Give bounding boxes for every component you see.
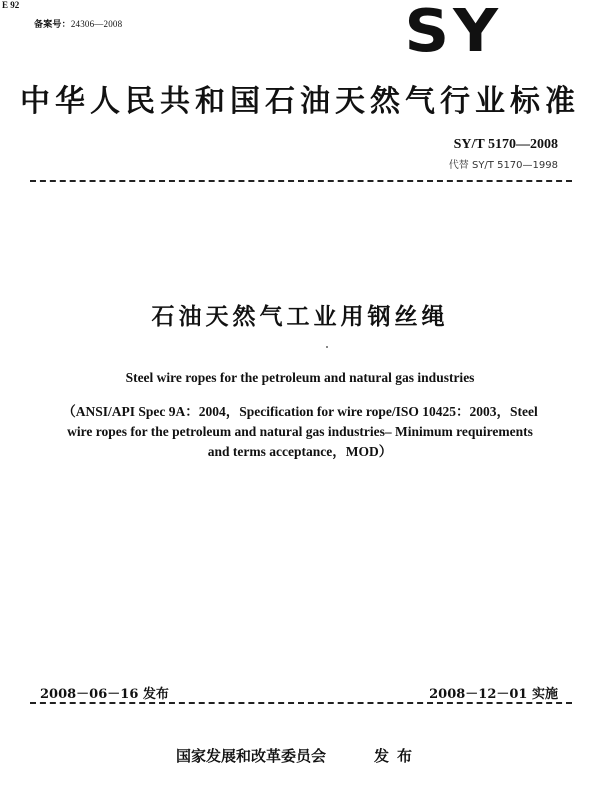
sy-logo: SY: [404, 0, 502, 66]
divider-bottom: [30, 702, 572, 704]
speck: [326, 346, 328, 348]
record-number-value: 24306—2008: [70, 19, 123, 29]
document-title-cn: 石油天然气工业用钢丝绳: [151, 304, 449, 330]
implementation-date: 2008－12－01 实施: [429, 687, 558, 702]
ics-code: E 92: [2, 0, 20, 10]
record-label: 备案号：: [34, 20, 71, 30]
document-title-en: Steel wire ropes for the petroleum and natural gas industries: [125, 370, 475, 385]
replaces-standard: 代替 SY/T 5170—1998: [448, 160, 558, 171]
issue-word: 发布: [374, 747, 421, 765]
issuing-authority: 国家发展和改革委员会: [176, 747, 327, 765]
record-number: [34, 17, 122, 30]
divider-top: [30, 180, 572, 182]
standard-category-title: 中华人民共和国石油天然气行业标准: [20, 84, 580, 119]
standard-number: SY/T 5170—2008: [453, 137, 558, 152]
issue-date: 2008－06－16 发布: [40, 687, 169, 702]
equivalence-statement: （ANSI/API Spec 9A：2004，Specification for wire rope/ISO 10425：2003，Steel wire ropes for the petroleum and natural gas industries– Minimum requirements and terms acceptance，MOD）: [62, 404, 538, 459]
